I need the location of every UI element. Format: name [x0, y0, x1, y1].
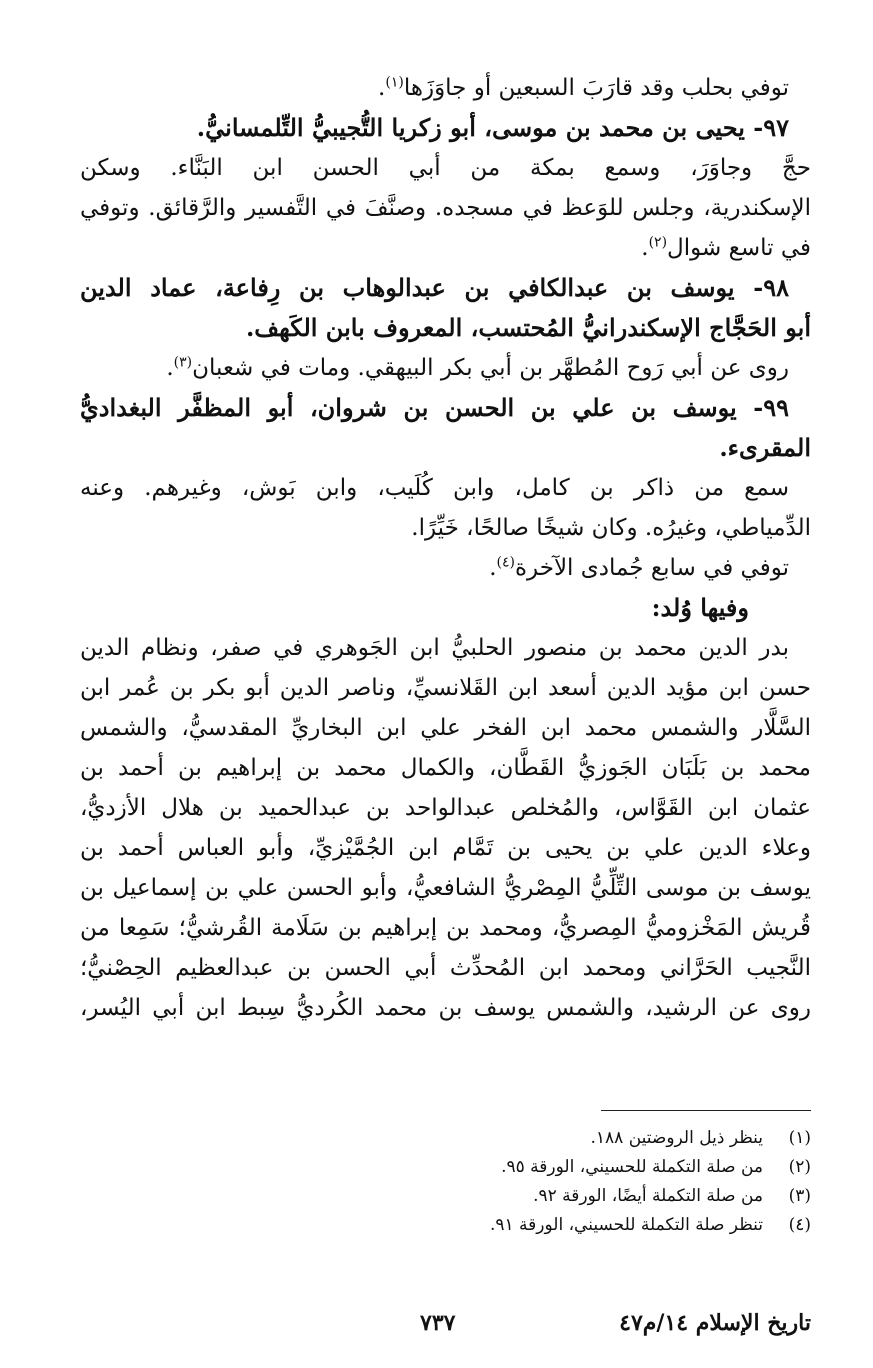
section-heading: وفيها وُلد:: [651, 593, 749, 622]
footnote-number: (٣): [788, 1186, 811, 1206]
text-line: يوسف بن موسى التِّلِّيُّ المِصْريُّ الشافعيُّ، وأبو الحسن علي بن إسماعيل بن: [80, 875, 811, 901]
footnote-ref: (٤): [496, 554, 515, 571]
footnote-text: تنظر صلة التكملة للحسيني، الورقة ٩١.: [489, 1215, 763, 1235]
footnote-number: (٤): [788, 1215, 811, 1235]
footnote-ref: (٣): [173, 354, 193, 371]
text-segment: توفي بحلب وقد قارَبَ السبعين أو جاوَزَها: [403, 75, 789, 101]
text-line: قُريش المَخْزوميُّ المِصريُّ، ومحمد بن إبراهيم بن سَلَامة القُرشيُّ؛ سَمِعا من: [80, 915, 811, 941]
entry-98-heading-cont: أبو الحَجَّاج الإسكندرانيُّ المُحتسب، المعروف بابن الكَهف.: [245, 313, 811, 342]
footnote-divider: [601, 1110, 811, 1111]
page-footer: [80, 1310, 811, 1350]
footnote: [120, 1124, 811, 1153]
main-text: [80, 68, 811, 1028]
text-line: عثمان ابن القَوَّاس، والمُخلص عبدالواحد بن عبدالحميد بن هلال الأزديُّ،: [80, 795, 811, 821]
footnote-ref: (٢): [648, 234, 668, 251]
text-line: بدر الدين محمد بن منصور الحلبيُّ ابن الجَوهري في صفر، ونظام الدين: [80, 635, 789, 661]
text-line: النَّجيب الحَرَّاني ومحمد ابن المُحدِّث أبي الحسن بن عبدالعظيم الحِصْنيُّ؛: [80, 955, 811, 981]
footnote-text: من صلة التكملة للحسيني، الورقة ٩٥.: [501, 1157, 763, 1177]
text-line: روى عن أبي رَوح المُطهَّر بن أبي بكر البيهقي. ومات في شعبان$^{(٣)}$.: [166, 354, 789, 381]
text-line: الدِّمياطي، وغيرُه. وكان شيخًا صالحًا، خَيِّرًا.: [411, 515, 811, 541]
footnote: [120, 1182, 811, 1211]
footnote: [120, 1153, 811, 1182]
text-line: في تاسع شوال$^{(٢)}$.: [641, 234, 811, 261]
text-line: توفي في سابع جُمادى الآخرة$^{(٤)}$.: [489, 554, 789, 581]
footnote-number: (١): [788, 1128, 811, 1148]
running-title: تاريخ الإسلام ١٤/م٤٧: [619, 1310, 811, 1336]
entry-99-heading: ٩٩- يوسف بن علي بن الحسن بن شروان، أبو المظفَّر البغداديُّ: [80, 393, 789, 422]
page-number: ٧٣٧: [420, 1310, 456, 1336]
footnote-text: ينظر ذيل الروضتين ١٨٨.: [590, 1128, 763, 1148]
text-segment: توفي في سابع جُمادى الآخرة: [514, 555, 789, 581]
text-line: حسن ابن مؤيد الدين أسعد ابن القَلانسيِّ، وناصر الدين أبو بكر بن عُمر ابن: [80, 675, 811, 701]
text-segment: في تاسع شوال: [667, 235, 811, 261]
text-line: روى عن الرشيد، والشمس يوسف بن محمد الكُرديُّ سِبط ابن أبي اليُسر،: [80, 995, 811, 1021]
text-line: السَّلَّار والشمس محمد ابن الفخر علي ابن البخاريِّ المقدسيُّ، والشمس: [80, 715, 811, 741]
entry-97-heading: ٩٧- يحيى بن محمد بن موسى، أبو زكريا التُّجيبيُّ التِّلمسانيُّ.: [196, 113, 789, 142]
text-segment: روى عن أبي رَوح المُطهَّر بن أبي بكر البيهقي. ومات في شعبان: [192, 355, 789, 381]
footnote-text: من صلة التكملة أيضًا، الورقة ٩٢.: [533, 1186, 763, 1206]
text-line: الإسكندرية، وجلس للوَعظ في مسجده. وصنَّفَ في التَّفسير والرَّقائق. وتوفي: [80, 195, 811, 221]
text-line: وعلاء الدين علي بن يحيى بن تَمَّام ابن الجُمَّيْزيِّ، وأبو العباس أحمد بن: [80, 835, 811, 861]
footnote-ref: (١): [385, 74, 404, 91]
entry-99-heading-cont: المقرىء.: [719, 433, 811, 462]
footnote-number: (٢): [788, 1157, 811, 1177]
entry-98-heading: ٩٨- يوسف بن عبدالكافي بن عبدالوهاب بن رِفاعة، عماد الدين: [80, 273, 789, 302]
text-line: سمع من ذاكر بن كامل، وابن كُلَيب، وابن بَوش، وغيرهم. وعنه: [80, 475, 789, 501]
footnotes: [120, 1124, 811, 1240]
text-line: توفي بحلب وقد قارَبَ السبعين أو جاوَزَها$^{(١)}$.: [378, 74, 789, 101]
text-line: حجَّ وجاوَرَ، وسمع بمكة من أبي الحسن ابن البَنَّاء. وسكن: [80, 155, 811, 181]
text-line: محمد بن بَلَبَان الجَوزيُّ القَطَّان، والكمال محمد بن إبراهيم بن أحمد بن: [80, 755, 811, 781]
footnote: [120, 1211, 811, 1240]
